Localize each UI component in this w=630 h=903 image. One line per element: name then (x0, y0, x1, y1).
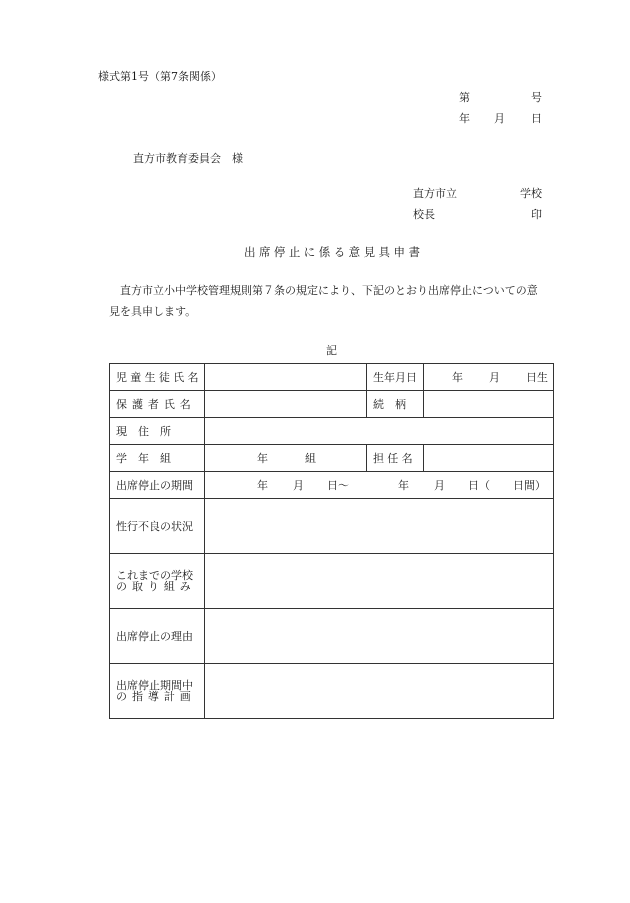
body-line-2: 見を具申します。 (109, 305, 197, 318)
body-line-1: 直方市立小中学校管理規則第７条の規定により、下記のとおり出席停止についての意 (120, 284, 538, 297)
days-unit: 日間） (513, 479, 546, 492)
school-efforts-label: これまでの学校 の取り組み (110, 554, 205, 609)
sender-city: 直方市立 (413, 187, 457, 200)
ki-heading: 記 (326, 344, 337, 357)
date-day: 日 (531, 112, 542, 125)
table-row (110, 418, 554, 445)
misconduct-status-field[interactable] (205, 499, 554, 554)
document-number-dai: 第 (459, 91, 470, 104)
suspension-period-field[interactable] (205, 472, 554, 499)
address-label: 現 住 所 (110, 418, 205, 445)
principal-label: 校長 (413, 208, 435, 221)
form-table (109, 363, 554, 719)
homeroom-teacher-label: 担任名 (367, 445, 424, 472)
table-row (110, 364, 554, 391)
table-row (110, 609, 554, 664)
start-day-unit: 日〜 (327, 479, 349, 492)
address-field[interactable] (205, 418, 554, 445)
birth-year-unit: 年 (452, 371, 463, 384)
document-number-go: 号 (531, 91, 542, 104)
table-row (110, 499, 554, 554)
end-month-unit: 月 (434, 479, 445, 492)
form-number: 様式第1号（第7条関係） (98, 70, 222, 83)
table-row (110, 664, 554, 719)
suspension-reason-label: 出席停止の理由 (110, 609, 205, 664)
grade-class-field[interactable] (205, 445, 367, 472)
document-title: 出席停止に係る意見具申書 (244, 245, 424, 259)
birth-month-unit: 月 (489, 371, 500, 384)
grade-class-label: 学 年 組 (110, 445, 205, 472)
date-year: 年 (459, 112, 470, 125)
date-month: 月 (494, 112, 505, 125)
student-name-field[interactable] (205, 364, 367, 391)
sender-school-suffix: 学校 (520, 187, 542, 200)
start-month-unit: 月 (293, 479, 304, 492)
addressee: 直方市教育委員会 様 (133, 152, 243, 165)
guidance-plan-label: 出席停止期間中 の指導計画 (110, 664, 205, 719)
guardian-name-label: 保護者氏名 (110, 391, 205, 418)
start-year-unit: 年 (257, 479, 268, 492)
seal-mark: 印 (531, 208, 542, 221)
misconduct-status-label: 性行不良の状況 (110, 499, 205, 554)
guidance-plan-field[interactable] (205, 664, 554, 719)
guardian-name-field[interactable] (205, 391, 367, 418)
birth-date-label: 生年月日 (367, 364, 424, 391)
table-row (110, 472, 554, 499)
homeroom-teacher-field[interactable] (424, 445, 554, 472)
end-day-unit: 日（ (468, 479, 490, 492)
relation-field[interactable] (424, 391, 554, 418)
suspension-reason-field[interactable] (205, 609, 554, 664)
table-row (110, 391, 554, 418)
birth-day-unit: 日生 (526, 371, 548, 384)
end-year-unit: 年 (398, 479, 409, 492)
class-unit: 組 (305, 452, 316, 465)
school-efforts-field[interactable] (205, 554, 554, 609)
grade-unit: 年 (257, 452, 268, 465)
table-row (110, 554, 554, 609)
birth-date-field[interactable] (424, 364, 554, 391)
student-name-label: 児童生徒氏名 (110, 364, 205, 391)
suspension-period-label: 出席停止の期間 (110, 472, 205, 499)
relation-label: 続 柄 (367, 391, 424, 418)
table-row (110, 445, 554, 472)
